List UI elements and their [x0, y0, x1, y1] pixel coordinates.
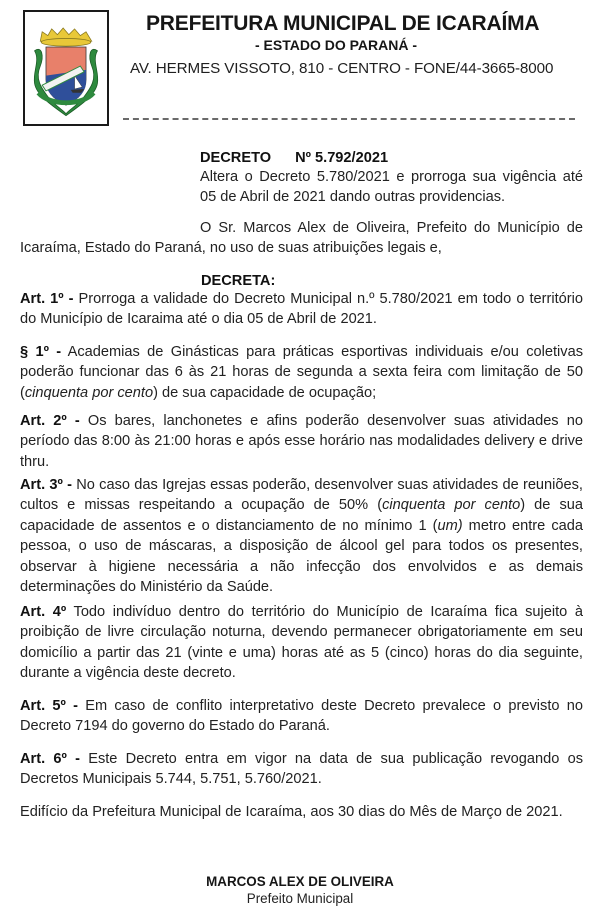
- article-5: [20, 696, 583, 737]
- paragraph-1: [20, 342, 583, 403]
- article-2: [20, 411, 583, 472]
- decree-intro: O Sr. Marcos Alex de Oliveira, Prefeito do Município de Icaraíma, Estado do Paraná, no uso de suas atribuições legais e,: [20, 220, 583, 257]
- municipal-coat-of-arms-logo: [23, 10, 109, 126]
- decree-heading: [200, 150, 388, 166]
- article-text-end: metro entre cada pessoa, o uso de máscaras, a disposição de álcool gel para todos os presentes, observar à higiene necessária a não infecção dos envolvidos e as demais determinações do Ministério da Saúde.: [20, 517, 583, 596]
- article-6: [20, 749, 583, 790]
- decree-label: DECRETO: [200, 150, 272, 166]
- state-subtitle: - ESTADO DO PARANÁ -: [255, 37, 418, 53]
- municipality-title: PREFEITURA MUNICIPAL DE ICARAÍMA: [146, 12, 540, 35]
- address-line: AV. HERMES VISSOTO, 810 - CENTRO - FONE/44-3665-8000: [130, 60, 554, 77]
- article-label: Art. 1º -: [20, 291, 74, 307]
- article-text: Este Decreto entra em vigor na data de sua publicação revogando os Decretos Municipais 5.744, 5.751, 5.760/2021.: [20, 751, 583, 788]
- decree-number: Nº 5.792/2021: [295, 150, 389, 166]
- article-3: [20, 475, 583, 597]
- article-text: No caso das Igrejas essas poderão, desenvolver suas atividades de reuniões, cultos e missas respeitando a ocupação de 50% (: [20, 477, 583, 514]
- article-label: Art. 4º: [20, 604, 67, 620]
- paragraph-label: § 1º -: [20, 344, 62, 360]
- article-label: Art. 6º -: [20, 751, 80, 767]
- header-dashed-divider: [123, 118, 575, 120]
- article-text-mid: ) de sua capacidade de assentos e o distanciamento de no mínimo 1 (: [20, 497, 583, 534]
- article-text: Os bares, lanchonetes e afins poderão desenvolver suas atividades no período das 8:00 às 21:00 horas e após esse horário nas modalidades delivery e drive thru.: [20, 413, 583, 470]
- article-1: [20, 289, 583, 330]
- closing-statement: Edifício da Prefeitura Municipal de Icaraíma, aos 30 dias do Mês de Março de 2021.: [20, 804, 563, 820]
- article-4: [20, 602, 583, 684]
- article-text: Em caso de conflito interpretativo deste Decreto prevalece o previsto no Decreto 7194 do governo do Estado do Paraná.: [20, 698, 583, 735]
- article-italic-2: um): [437, 517, 463, 534]
- paragraph-text-end: ) de sua capacidade de ocupação;: [153, 384, 377, 401]
- article-text: Prorroga a validade do Decreto Municipal n.º 5.780/2021 em todo o território do Município de Icaraima até o dia 05 de Abril de 2021.: [20, 291, 583, 328]
- paragraph-italic: cinquenta por cento: [24, 384, 154, 401]
- decreta-heading: DECRETA:: [201, 273, 276, 289]
- article-text: Todo indivíduo dentro do território do Município de Icaraíma fica sujeito à proibição de livre circulação noturna, devendo permanecer obrigatoriamente em seu domicílio a partir das 21 (vinte e uma) horas até as 5 (cinco) horas do dia seguinte, durante a vigência deste decreto.: [20, 604, 584, 682]
- paragraph-text: Academias de Ginásticas para práticas esportivas individuais e/ou coletivas poderão funcionar das 6 às 21 horas de segunda a sexta feira com limitação de 50 (: [20, 344, 583, 401]
- article-label: Art. 5º -: [20, 698, 78, 714]
- decree-summary: Altera o Decreto 5.780/2021 e prorroga sua vigência até 05 de Abril de 2021 dando outras providencias.: [200, 169, 583, 206]
- article-label: Art. 3º -: [20, 477, 72, 493]
- coat-of-arms-icon: [25, 12, 107, 124]
- signatory-role: Prefeito Municipal: [246, 891, 354, 906]
- crown-icon: [40, 28, 91, 46]
- signatory-name: MARCOS ALEX DE OLIVEIRA: [206, 874, 394, 889]
- article-italic: cinquenta por cento: [382, 497, 521, 514]
- article-label: Art. 2º -: [20, 413, 80, 429]
